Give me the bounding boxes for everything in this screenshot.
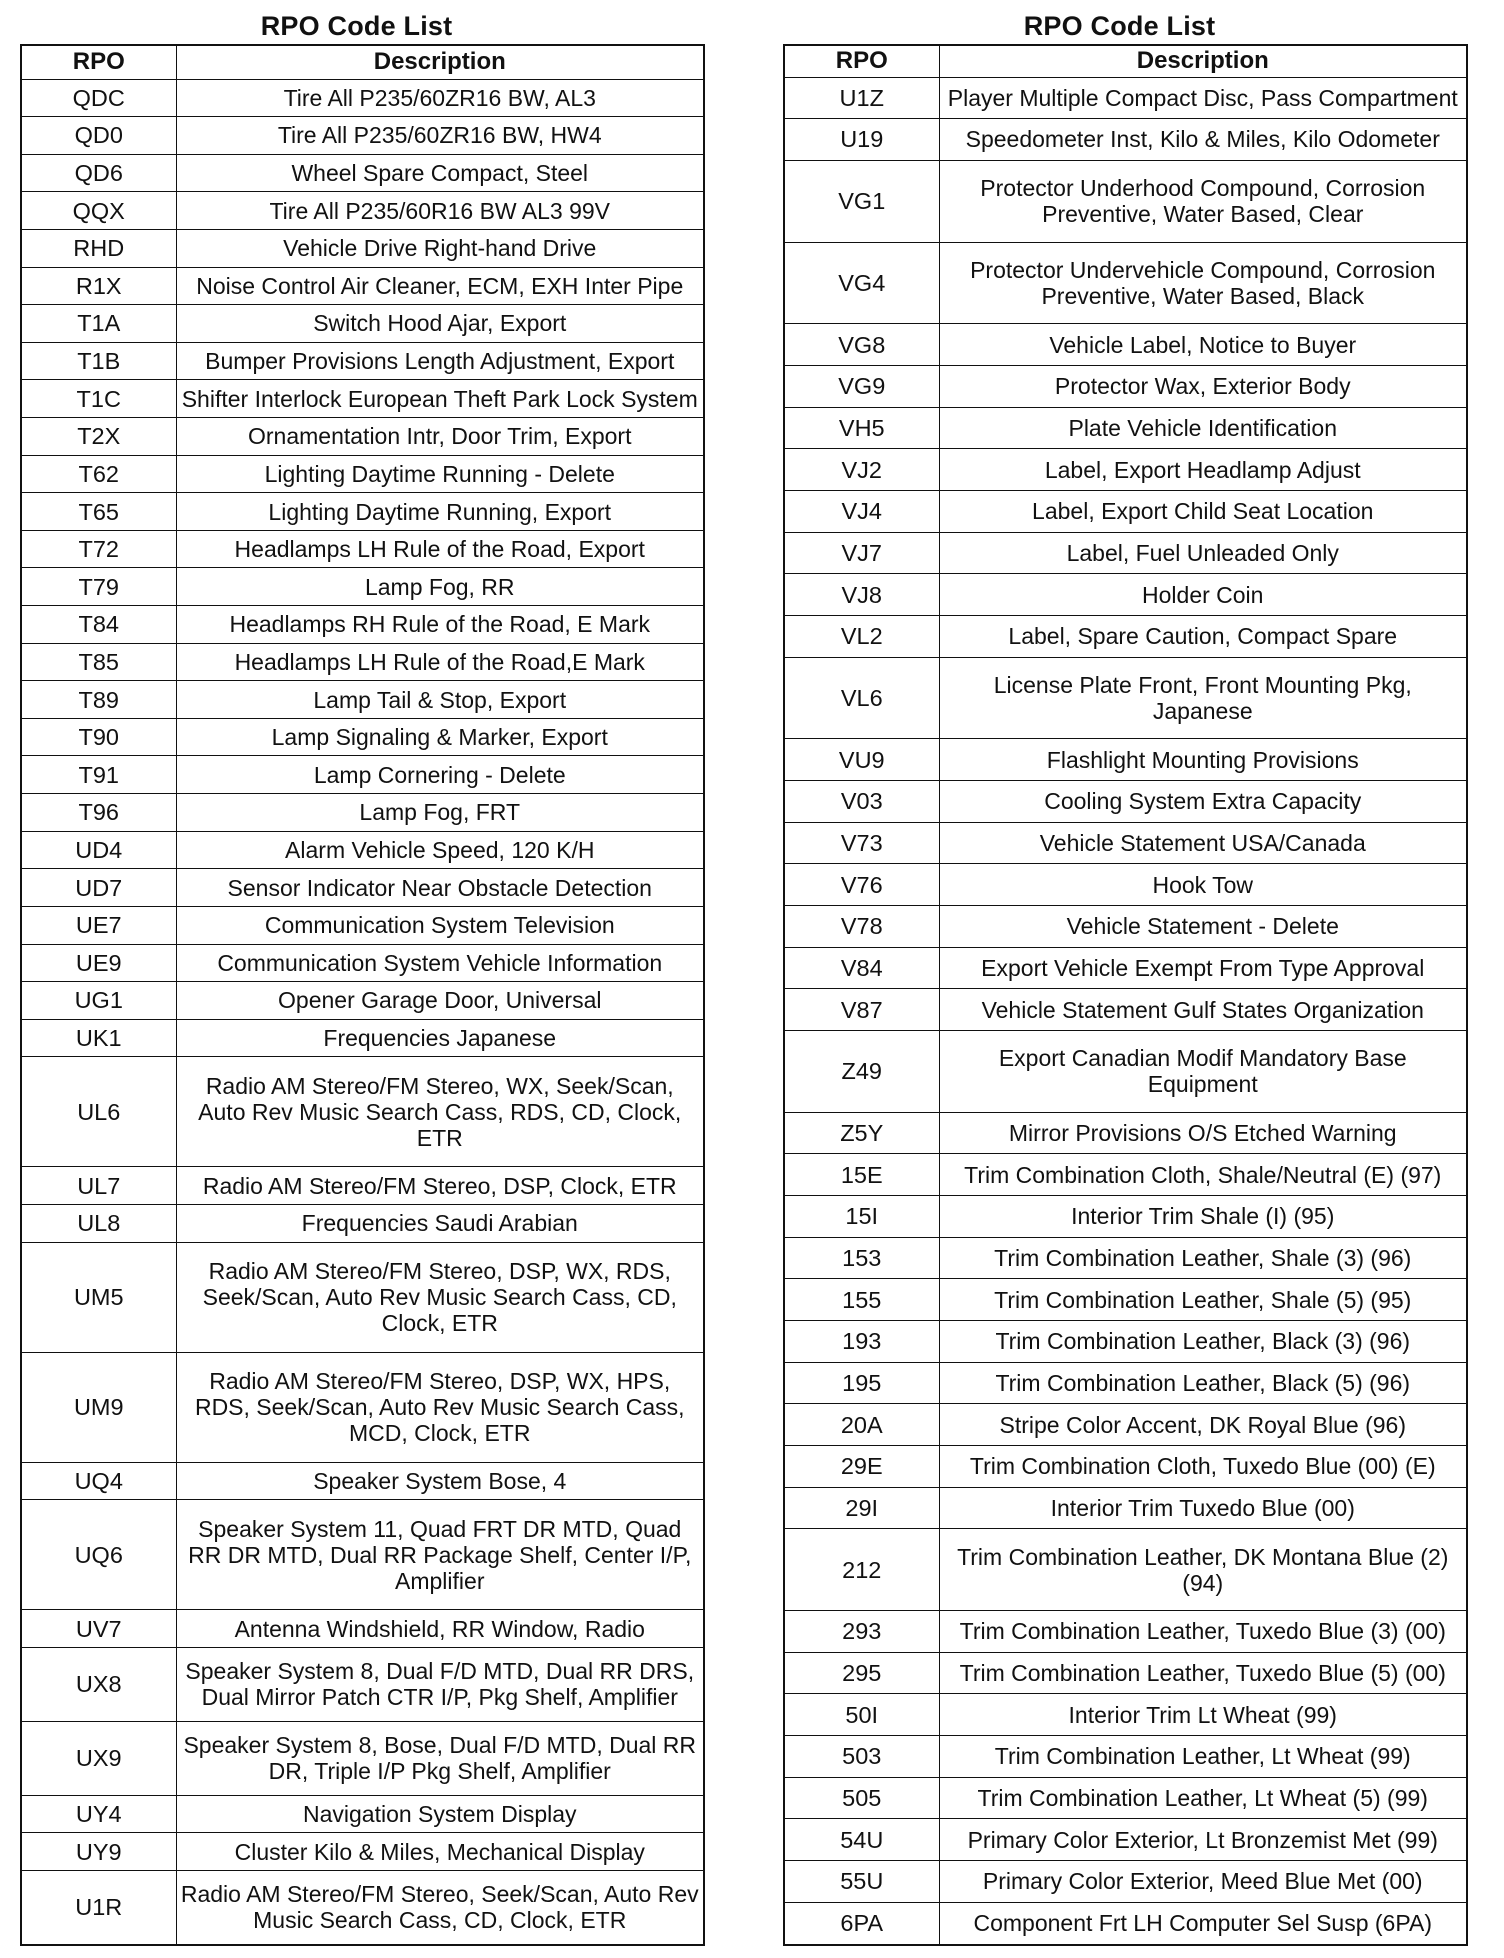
- rpo-code: V76: [784, 864, 939, 906]
- description: Vehicle Label, Notice to Buyer: [939, 324, 1467, 366]
- rpo-code: V03: [784, 781, 939, 823]
- table-row: [784, 1529, 1467, 1611]
- description: Headlamps RH Rule of the Road, E Mark: [176, 606, 704, 644]
- table-row: [21, 1870, 704, 1945]
- description: Player Multiple Compact Disc, Pass Compartment: [939, 77, 1467, 119]
- rpo-code: UE9: [21, 944, 176, 982]
- table-row: [21, 568, 704, 606]
- table-row: [21, 1019, 704, 1057]
- rpo-code: 503: [784, 1736, 939, 1778]
- table-row: [21, 681, 704, 719]
- table-row: [784, 1652, 1467, 1694]
- rpo-code: UL7: [21, 1167, 176, 1205]
- description: Lighting Daytime Running, Export: [176, 493, 704, 531]
- rpo-code: 193: [784, 1321, 939, 1363]
- description: Trim Combination Leather, Shale (3) (96): [939, 1237, 1467, 1279]
- rpo-code: QDC: [21, 79, 176, 117]
- table-row: [784, 491, 1467, 533]
- rpo-code: T91: [21, 756, 176, 794]
- table-row: [784, 989, 1467, 1031]
- table-row: [21, 906, 704, 944]
- rpo-code: T1B: [21, 342, 176, 380]
- rpo-code: V78: [784, 906, 939, 948]
- table-row: [21, 154, 704, 192]
- description: Trim Combination Leather, Lt Wheat (5) (99): [939, 1777, 1467, 1819]
- description: Alarm Vehicle Speed, 120 K/H: [176, 831, 704, 869]
- table-row: [21, 756, 704, 794]
- description: Lamp Fog, FRT: [176, 794, 704, 832]
- table-row: [784, 1321, 1467, 1363]
- description: Interior Trim Tuxedo Blue (00): [939, 1487, 1467, 1529]
- rpo-code: T79: [21, 568, 176, 606]
- rpo-code-list-right: [783, 0, 1468, 1946]
- table-row: [21, 267, 704, 305]
- description: Trim Combination Cloth, Shale/Neutral (E) (97): [939, 1154, 1467, 1196]
- table-row: [784, 77, 1467, 119]
- rpo-code: UE7: [21, 906, 176, 944]
- rpo-table: [783, 44, 1468, 1946]
- table-row: [21, 1205, 704, 1243]
- description: Speedometer Inst, Kilo & Miles, Kilo Odometer: [939, 119, 1467, 161]
- table-row: [21, 530, 704, 568]
- table-row: [784, 781, 1467, 823]
- rpo-code: 29E: [784, 1446, 939, 1488]
- table-row: [784, 822, 1467, 864]
- rpo-code: UK1: [21, 1019, 176, 1057]
- table-row: [21, 1242, 704, 1352]
- rpo-code: T90: [21, 718, 176, 756]
- table-row: [21, 643, 704, 681]
- rpo-code: QQX: [21, 192, 176, 230]
- table-row: [784, 407, 1467, 449]
- description: Export Canadian Modif Mandatory Base Equipment: [939, 1031, 1467, 1113]
- rpo-code: T1C: [21, 380, 176, 418]
- table-row: [784, 1446, 1467, 1488]
- table-row: [21, 305, 704, 343]
- table-row: [21, 1500, 704, 1610]
- description: Label, Export Child Seat Location: [939, 491, 1467, 533]
- rpo-code: UM9: [21, 1352, 176, 1462]
- rpo-code: U1R: [21, 1870, 176, 1945]
- table-row: [784, 739, 1467, 781]
- description: Stripe Color Accent, DK Royal Blue (96): [939, 1404, 1467, 1446]
- description: Tire All P235/60ZR16 BW, HW4: [176, 117, 704, 155]
- rpo-code: UQ4: [21, 1462, 176, 1500]
- rpo-code: VL6: [784, 657, 939, 739]
- table-body: [21, 79, 704, 1945]
- table-row: [21, 1647, 704, 1721]
- rpo-code: UD7: [21, 869, 176, 907]
- rpo-code: T1A: [21, 305, 176, 343]
- description: Label, Fuel Unleaded Only: [939, 532, 1467, 574]
- description: Trim Combination Leather, Tuxedo Blue (5) (00): [939, 1652, 1467, 1694]
- rpo-code: VL2: [784, 615, 939, 657]
- rpo-code: T85: [21, 643, 176, 681]
- description: Interior Trim Shale (I) (95): [939, 1196, 1467, 1238]
- description: Label, Spare Caution, Compact Spare: [939, 615, 1467, 657]
- rpo-code: T72: [21, 530, 176, 568]
- rpo-code: VU9: [784, 739, 939, 781]
- description: Switch Hood Ajar, Export: [176, 305, 704, 343]
- table-row: [784, 1279, 1467, 1321]
- description: License Plate Front, Front Mounting Pkg, Japanese: [939, 657, 1467, 739]
- table-row: [784, 1611, 1467, 1653]
- rpo-code: UQ6: [21, 1500, 176, 1610]
- rpo-column-header: RPO: [784, 45, 939, 77]
- table-row: [21, 380, 704, 418]
- rpo-code: VH5: [784, 407, 939, 449]
- description: Speaker System 8, Dual F/D MTD, Dual RR DRS, Dual Mirror Patch CTR I/P, Pkg Shelf, Amplifier: [176, 1647, 704, 1721]
- table-row: [784, 366, 1467, 408]
- description: Navigation System Display: [176, 1795, 704, 1833]
- description-column-header: Description: [939, 45, 1467, 77]
- rpo-code: 153: [784, 1237, 939, 1279]
- description: Primary Color Exterior, Lt Bronzemist Met (99): [939, 1819, 1467, 1861]
- table-row: [21, 944, 704, 982]
- description: Speaker System 11, Quad FRT DR MTD, Quad RR DR MTD, Dual RR Package Shelf, Center I/P, Amplifier: [176, 1500, 704, 1610]
- table-row: [784, 1819, 1467, 1861]
- table-row: [21, 831, 704, 869]
- table-row: [21, 794, 704, 832]
- description: Trim Combination Leather, Lt Wheat (99): [939, 1736, 1467, 1778]
- rpo-code: 6PA: [784, 1902, 939, 1944]
- table-row: [21, 1057, 704, 1167]
- table-row: [784, 1362, 1467, 1404]
- table-row: [21, 455, 704, 493]
- table-row: [21, 1721, 704, 1795]
- rpo-table: [20, 44, 705, 1946]
- rpo-code: VG8: [784, 324, 939, 366]
- table-row: [784, 324, 1467, 366]
- header-row: [784, 45, 1467, 77]
- table-row: [784, 1237, 1467, 1279]
- table-row: [21, 1833, 704, 1871]
- table-row: [784, 1404, 1467, 1446]
- description: Noise Control Air Cleaner, ECM, EXH Inter Pipe: [176, 267, 704, 305]
- description: Opener Garage Door, Universal: [176, 982, 704, 1020]
- rpo-code: UL8: [21, 1205, 176, 1243]
- rpo-code: UM5: [21, 1242, 176, 1352]
- rpo-code: 505: [784, 1777, 939, 1819]
- table-row: [784, 119, 1467, 161]
- page-title: RPO Code List: [1023, 11, 1216, 41]
- description: Lamp Signaling & Marker, Export: [176, 718, 704, 756]
- rpo-code: VG1: [784, 160, 939, 242]
- rpo-code: V87: [784, 989, 939, 1031]
- description: Cooling System Extra Capacity: [939, 781, 1467, 823]
- description: Trim Combination Leather, Tuxedo Blue (3) (00): [939, 1611, 1467, 1653]
- description: Protector Underhood Compound, Corrosion Preventive, Water Based, Clear: [939, 160, 1467, 242]
- table-row: [784, 1487, 1467, 1529]
- description: Protector Undervehicle Compound, Corrosion Preventive, Water Based, Black: [939, 242, 1467, 324]
- rpo-code: T2X: [21, 417, 176, 455]
- rpo-code: 195: [784, 1362, 939, 1404]
- table-row: [21, 718, 704, 756]
- description: Tire All P235/60R16 BW AL3 99V: [176, 192, 704, 230]
- table-row: [21, 1610, 704, 1648]
- table-body: [784, 77, 1467, 1945]
- table-row: [784, 1777, 1467, 1819]
- description: Trim Combination Leather, Black (5) (96): [939, 1362, 1467, 1404]
- table-row: [784, 574, 1467, 616]
- description: Bumper Provisions Length Adjustment, Export: [176, 342, 704, 380]
- rpo-code: QD0: [21, 117, 176, 155]
- rpo-code: 295: [784, 1652, 939, 1694]
- rpo-code: T84: [21, 606, 176, 644]
- rpo-code: QD6: [21, 154, 176, 192]
- description: Cluster Kilo & Miles, Mechanical Display: [176, 1833, 704, 1871]
- description: Trim Combination Leather, Shale (5) (95): [939, 1279, 1467, 1321]
- table-row: [784, 1154, 1467, 1196]
- description: Hook Tow: [939, 864, 1467, 906]
- description: Protector Wax, Exterior Body: [939, 366, 1467, 408]
- table-row: [784, 615, 1467, 657]
- description: Headlamps LH Rule of the Road,E Mark: [176, 643, 704, 681]
- rpo-code: 29I: [784, 1487, 939, 1529]
- rpo-code: UY9: [21, 1833, 176, 1871]
- rpo-code: UD4: [21, 831, 176, 869]
- rpo-code: VJ7: [784, 532, 939, 574]
- rpo-code: VJ8: [784, 574, 939, 616]
- table-row: [784, 1694, 1467, 1736]
- rpo-code: UX8: [21, 1647, 176, 1721]
- table-row: [21, 1462, 704, 1500]
- table-row: [784, 864, 1467, 906]
- table-row: [784, 947, 1467, 989]
- description: Lighting Daytime Running - Delete: [176, 455, 704, 493]
- description: Lamp Fog, RR: [176, 568, 704, 606]
- rpo-code: 15I: [784, 1196, 939, 1238]
- table-row: [784, 160, 1467, 242]
- rpo-code: R1X: [21, 267, 176, 305]
- rpo-code: U19: [784, 119, 939, 161]
- table-row: [784, 449, 1467, 491]
- rpo-code: Z5Y: [784, 1112, 939, 1154]
- description: Trim Combination Leather, DK Montana Blue (2) (94): [939, 1529, 1467, 1611]
- rpo-code-list-left: [20, 0, 705, 1946]
- rpo-code: Z49: [784, 1031, 939, 1113]
- description-column-header: Description: [176, 45, 704, 79]
- rpo-code: UL6: [21, 1057, 176, 1167]
- table-row: [21, 606, 704, 644]
- description: Lamp Cornering - Delete: [176, 756, 704, 794]
- description: Ornamentation Intr, Door Trim, Export: [176, 417, 704, 455]
- rpo-code: V73: [784, 822, 939, 864]
- rpo-code: UY4: [21, 1795, 176, 1833]
- description: Vehicle Statement Gulf States Organization: [939, 989, 1467, 1031]
- rpo-code: T96: [21, 794, 176, 832]
- table-row: [21, 229, 704, 267]
- table-row: [21, 192, 704, 230]
- rpo-code: T62: [21, 455, 176, 493]
- table-row: [784, 1112, 1467, 1154]
- description: Headlamps LH Rule of the Road, Export: [176, 530, 704, 568]
- description: Frequencies Japanese: [176, 1019, 704, 1057]
- description: Vehicle Statement - Delete: [939, 906, 1467, 948]
- header-row: [21, 45, 704, 79]
- description: Radio AM Stereo/FM Stereo, WX, Seek/Scan, Auto Rev Music Search Cass, RDS, CD, Clock, ETR: [176, 1057, 704, 1167]
- table-row: [784, 242, 1467, 324]
- table-row: [21, 417, 704, 455]
- table-row: [784, 1902, 1467, 1944]
- table-row: [21, 117, 704, 155]
- description: Label, Export Headlamp Adjust: [939, 449, 1467, 491]
- rpo-code: RHD: [21, 229, 176, 267]
- description: Lamp Tail & Stop, Export: [176, 681, 704, 719]
- table-row: [21, 1795, 704, 1833]
- rpo-code: VJ2: [784, 449, 939, 491]
- description: Flashlight Mounting Provisions: [939, 739, 1467, 781]
- description: Speaker System Bose, 4: [176, 1462, 704, 1500]
- description: Radio AM Stereo/FM Stereo, DSP, Clock, ETR: [176, 1167, 704, 1205]
- description: Trim Combination Leather, Black (3) (96): [939, 1321, 1467, 1363]
- description: Component Frt LH Computer Sel Susp (6PA): [939, 1902, 1467, 1944]
- rpo-code: VG9: [784, 366, 939, 408]
- rpo-column-header: RPO: [21, 45, 176, 79]
- rpo-code: 212: [784, 1529, 939, 1611]
- table-row: [21, 1352, 704, 1462]
- table-row: [21, 493, 704, 531]
- description: Primary Color Exterior, Meed Blue Met (00): [939, 1861, 1467, 1903]
- table-row: [21, 869, 704, 907]
- page-title: RPO Code List: [260, 11, 453, 41]
- table-row: [21, 1167, 704, 1205]
- description: Vehicle Drive Right-hand Drive: [176, 229, 704, 267]
- description: Plate Vehicle Identification: [939, 407, 1467, 449]
- description: Antenna Windshield, RR Window, Radio: [176, 1610, 704, 1648]
- rpo-code: 55U: [784, 1861, 939, 1903]
- description: Trim Combination Cloth, Tuxedo Blue (00) (E): [939, 1446, 1467, 1488]
- rpo-code: 50I: [784, 1694, 939, 1736]
- description: Frequencies Saudi Arabian: [176, 1205, 704, 1243]
- rpo-code: 15E: [784, 1154, 939, 1196]
- rpo-code: U1Z: [784, 77, 939, 119]
- description: Communication System Television: [176, 906, 704, 944]
- description: Holder Coin: [939, 574, 1467, 616]
- rpo-code: T89: [21, 681, 176, 719]
- table-row: [784, 1736, 1467, 1778]
- rpo-code: UG1: [21, 982, 176, 1020]
- table-row: [21, 342, 704, 380]
- table-row: [784, 906, 1467, 948]
- table-row: [784, 1031, 1467, 1113]
- rpo-code: 54U: [784, 1819, 939, 1861]
- table-row: [784, 1861, 1467, 1903]
- description: Vehicle Statement USA/Canada: [939, 822, 1467, 864]
- table-row: [21, 79, 704, 117]
- description: Sensor Indicator Near Obstacle Detection: [176, 869, 704, 907]
- description: Communication System Vehicle Information: [176, 944, 704, 982]
- table-row: [784, 657, 1467, 739]
- table-row: [21, 982, 704, 1020]
- rpo-code: UX9: [21, 1721, 176, 1795]
- description: Mirror Provisions O/S Etched Warning: [939, 1112, 1467, 1154]
- description: Tire All P235/60ZR16 BW, AL3: [176, 79, 704, 117]
- description: Radio AM Stereo/FM Stereo, DSP, WX, RDS, Seek/Scan, Auto Rev Music Search Cass, CD, Clock, ETR: [176, 1242, 704, 1352]
- rpo-code: 293: [784, 1611, 939, 1653]
- rpo-code: 155: [784, 1279, 939, 1321]
- description: Export Vehicle Exempt From Type Approval: [939, 947, 1467, 989]
- rpo-code: UV7: [21, 1610, 176, 1648]
- rpo-code: T65: [21, 493, 176, 531]
- rpo-code: 20A: [784, 1404, 939, 1446]
- description: Wheel Spare Compact, Steel: [176, 154, 704, 192]
- description: Radio AM Stereo/FM Stereo, DSP, WX, HPS, RDS, Seek/Scan, Auto Rev Music Search Cass, MCD, Clock, ETR: [176, 1352, 704, 1462]
- rpo-code: VJ4: [784, 491, 939, 533]
- description: Speaker System 8, Bose, Dual F/D MTD, Dual RR DR, Triple I/P Pkg Shelf, Amplifier: [176, 1721, 704, 1795]
- table-row: [784, 532, 1467, 574]
- description: Interior Trim Lt Wheat (99): [939, 1694, 1467, 1736]
- rpo-code: V84: [784, 947, 939, 989]
- rpo-code: VG4: [784, 242, 939, 324]
- description: Shifter Interlock European Theft Park Lock System: [176, 380, 704, 418]
- table-row: [784, 1196, 1467, 1238]
- description: Radio AM Stereo/FM Stereo, Seek/Scan, Auto Rev Music Search Cass, CD, Clock, ETR: [176, 1870, 704, 1945]
